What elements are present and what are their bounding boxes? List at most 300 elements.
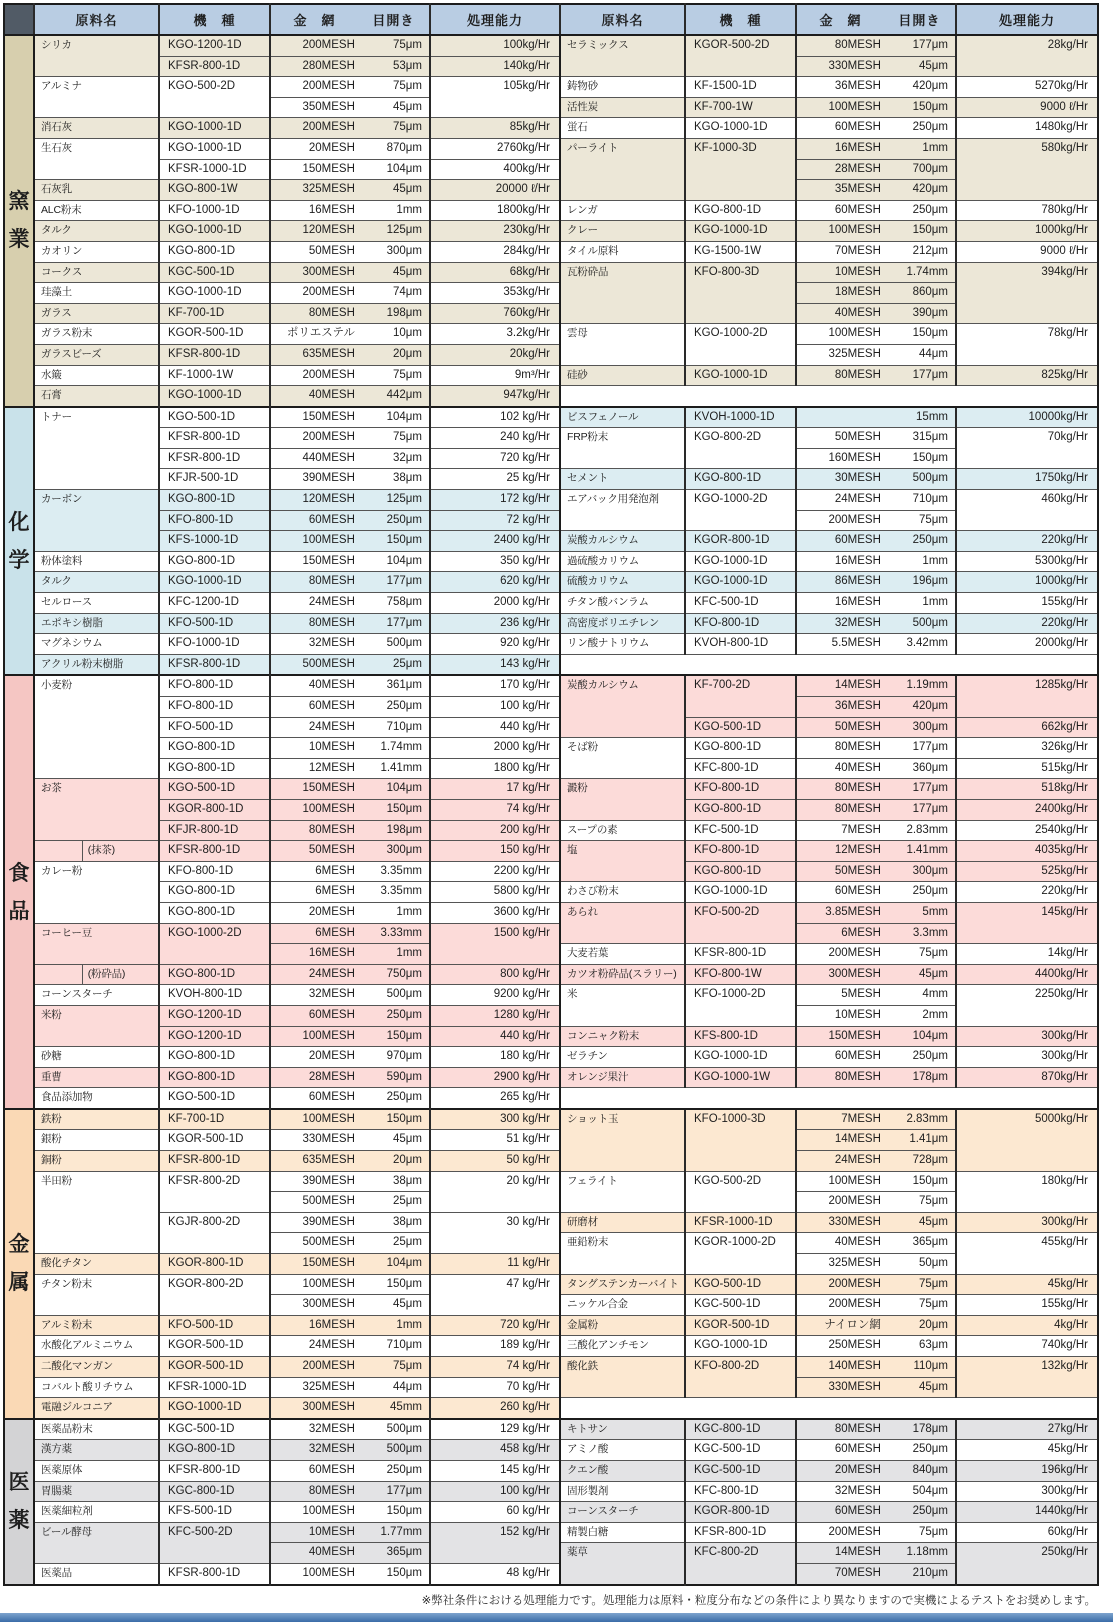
opening-value: 32μm	[392, 451, 422, 464]
opening-value: 150μm	[386, 1566, 422, 1579]
model-cell: KGO-800-1D	[159, 738, 270, 759]
opening-value: 15mm	[916, 410, 948, 423]
capacity-cell: 1800kg/Hr	[430, 200, 560, 221]
mesh-value: 160MESH	[828, 451, 881, 464]
table-row	[4, 241, 1098, 262]
mesh-opening-cell	[796, 1151, 956, 1172]
mesh-value: 200MESH	[828, 1298, 881, 1311]
capacity-cell: 460kg/Hr	[956, 490, 1098, 531]
mesh-opening-cell	[270, 221, 430, 242]
model-cell: KGO-1000-1D	[685, 551, 796, 572]
mesh-opening-cell	[796, 1315, 956, 1336]
mesh-opening-cell	[270, 1419, 430, 1440]
mesh-value: 28MESH	[834, 162, 881, 175]
mesh-value: 32MESH	[834, 1484, 881, 1497]
table-row	[4, 1440, 1098, 1461]
model-cell: KF-700-1W	[685, 97, 796, 118]
model-cell: KFO-500-2D	[685, 902, 796, 943]
model-cell: KGO-800-1D	[159, 551, 270, 572]
model-cell: KGO-800-1D	[159, 902, 270, 923]
capacity-cell: 3.2kg/Hr	[430, 324, 560, 345]
table-row	[4, 1315, 1098, 1336]
capacity-cell: 326kg/Hr	[956, 738, 1098, 759]
mesh-value: 14MESH	[834, 679, 881, 692]
capacity-cell: 4035kg/Hr	[956, 841, 1098, 862]
model-cell: KF-1500-1D	[685, 77, 796, 98]
table-row	[4, 985, 1098, 1006]
section-label-pharma	[4, 1419, 34, 1585]
mesh-value: 32MESH	[308, 1422, 355, 1435]
mesh-opening-cell	[270, 97, 430, 118]
model-cell: KGO-1000-1D	[159, 1398, 270, 1419]
material-cell: 精製白糖	[560, 1522, 685, 1543]
opening-value: 75μm	[392, 39, 422, 51]
mesh-value: 200MESH	[302, 368, 355, 381]
mesh-opening-cell	[270, 1005, 430, 1026]
mesh-opening-cell	[270, 1192, 430, 1213]
mesh-value: 40MESH	[308, 679, 355, 692]
material-cell: 水酸化アルミニウム	[34, 1336, 159, 1357]
capacity-cell: 60 kg/Hr	[430, 1502, 560, 1523]
material-cell: タルク	[34, 572, 159, 593]
mesh-value: 325MESH	[302, 183, 355, 196]
mesh-value: 150MESH	[302, 1257, 355, 1270]
mesh-opening-cell	[796, 365, 956, 386]
mesh-opening-cell	[270, 964, 430, 985]
opening-value: 250μm	[912, 1505, 948, 1518]
mesh-value: 80MESH	[308, 1484, 355, 1497]
mesh-value: 140MESH	[828, 1360, 881, 1372]
empty-row-cell	[560, 386, 1098, 407]
model-cell: KFO-500-1D	[159, 613, 270, 634]
material-cell: フェライト	[560, 1171, 685, 1212]
mesh-opening-cell	[270, 572, 430, 593]
capacity-cell: 662kg/Hr	[956, 717, 1098, 738]
mesh-value: 36MESH	[834, 80, 881, 93]
model-cell: KGO-1200-1D	[159, 1005, 270, 1026]
opening-value: 25μm	[392, 1236, 422, 1249]
material-cell: セラミックス	[560, 35, 685, 77]
material-cell: レンガ	[560, 200, 685, 221]
opening-value: 758μm	[386, 596, 422, 609]
mesh-opening-cell	[796, 1233, 956, 1254]
mesh-opening-cell	[270, 1502, 430, 1523]
material-cell: 酸化鉄	[560, 1357, 685, 1398]
table-row	[4, 221, 1098, 242]
mesh-opening-cell	[270, 138, 430, 159]
mesh-opening-cell	[270, 944, 430, 965]
model-cell: KFSR-1000-1D	[159, 1377, 270, 1398]
model-cell: KFO-1000-1D	[159, 634, 270, 655]
material-cell: 医薬細粒剤	[34, 1502, 159, 1523]
capacity-cell: 45kg/Hr	[956, 1440, 1098, 1461]
material-cell: 漢方薬	[34, 1440, 159, 1461]
model-cell: KGO-1000-1D	[159, 386, 270, 407]
material-cell: クレー	[560, 221, 685, 242]
material-cell: 炭酸カルシウム	[560, 531, 685, 552]
opening-value: 75μm	[392, 368, 422, 381]
model-cell: KFO-800-1D	[685, 613, 796, 634]
mesh-value: 500MESH	[302, 1236, 355, 1249]
mesh-opening-cell	[270, 1440, 430, 1461]
header-model-right: 機 種	[685, 4, 796, 35]
capacity-cell: 920 kg/Hr	[430, 634, 560, 655]
capacity-cell: 140kg/Hr	[430, 56, 560, 77]
mesh-value: 440MESH	[302, 451, 355, 464]
mesh-value: 80MESH	[308, 575, 355, 588]
mesh-value: 36MESH	[834, 700, 881, 712]
opening-value: 750μm	[386, 967, 422, 980]
table-row	[4, 717, 1098, 738]
material-cell: 銅粉	[34, 1151, 159, 1172]
model-cell: KGOR-1000-2D	[685, 1233, 796, 1274]
capacity-cell: 740kg/Hr	[956, 1336, 1098, 1357]
opening-value: 500μm	[912, 472, 948, 485]
capacity-cell: 25 kg/Hr	[430, 469, 560, 490]
capacity-cell: 30 kg/Hr	[430, 1212, 560, 1253]
model-cell: KGO-1200-1D	[159, 35, 270, 56]
capacity-cell: 9000 ℓ/Hr	[956, 97, 1098, 118]
model-cell: KGO-800-1D	[159, 1047, 270, 1068]
mesh-value: 150MESH	[302, 162, 355, 175]
material-cell: アルミ粉末	[34, 1315, 159, 1336]
opening-value: 125μm	[386, 224, 422, 237]
table-row	[4, 923, 1098, 944]
opening-value: 45μm	[392, 100, 422, 113]
capacity-cell: 284kg/Hr	[430, 241, 560, 262]
table-row	[4, 200, 1098, 221]
capacity-cell: 152 kg/Hr	[430, 1522, 560, 1563]
mesh-opening-cell	[270, 841, 430, 862]
model-cell: KGO-500-1D	[685, 1274, 796, 1295]
model-cell: KVOH-800-1D	[159, 985, 270, 1006]
table-row	[4, 964, 1098, 985]
mesh-value	[797, 408, 884, 428]
model-cell: KGJR-800-2D	[159, 1212, 270, 1253]
model-cell: KGO-1000-1D	[685, 1336, 796, 1357]
capacity-cell: 180kg/Hr	[956, 1171, 1098, 1212]
mesh-value: 40MESH	[308, 389, 355, 402]
capacity-cell: 518kg/Hr	[956, 779, 1098, 800]
mesh-value: 60MESH	[308, 513, 355, 526]
capacity-cell: 150 kg/Hr	[430, 841, 560, 862]
section-label-char: 業	[8, 228, 30, 252]
model-cell: KGO-800-1D	[159, 964, 270, 985]
mesh-value: 50MESH	[834, 864, 881, 877]
mesh-value: 100MESH	[302, 1505, 355, 1518]
material-cell: チタン酸バンラム	[560, 593, 685, 614]
mesh-value: 6MESH	[841, 926, 881, 939]
mesh-value: 12MESH	[834, 844, 881, 857]
mesh-opening-cell	[796, 1047, 956, 1068]
mesh-opening-cell	[270, 324, 430, 345]
header-model-left: 機 種	[159, 4, 270, 35]
material-cell: ビスフェノール	[560, 407, 685, 428]
mesh-opening-cell	[270, 985, 430, 1006]
material-cell: 米	[560, 985, 685, 1026]
mesh-opening-cell	[796, 344, 956, 365]
model-cell: KGO-800-1W	[159, 180, 270, 201]
material-cell: ガラス粉末	[34, 324, 159, 345]
opening-value: 50μm	[918, 1257, 948, 1270]
opening-value: 177μm	[912, 802, 948, 815]
mesh-value: 80MESH	[834, 1422, 881, 1435]
model-cell: KGO-800-1D	[159, 882, 270, 903]
capacity-cell: 458 kg/Hr	[430, 1440, 560, 1461]
mesh-value: 300MESH	[302, 1298, 355, 1311]
opening-value: 150μm	[386, 1029, 422, 1042]
mesh-opening-cell	[796, 1026, 956, 1047]
mesh-value: 80MESH	[834, 802, 881, 815]
table-row	[4, 118, 1098, 139]
opening-value: 300μm	[912, 720, 948, 733]
opening-value: 2.83mm	[906, 1112, 948, 1125]
mesh-value: 300MESH	[302, 265, 355, 278]
opening-value: 150μm	[386, 1505, 422, 1518]
opening-value: 500μm	[386, 1422, 422, 1435]
mesh-opening-cell	[270, 1233, 430, 1254]
material-sublabel: (粉砕品)	[82, 965, 158, 985]
capacity-cell: 50 kg/Hr	[430, 1151, 560, 1172]
capacity-cell: 240 kg/Hr	[430, 428, 560, 449]
capacity-cell: 20 kg/Hr	[430, 1171, 560, 1212]
mesh-opening-cell	[270, 1295, 430, 1316]
section-label-char: 学	[8, 548, 30, 572]
material-cell: コバルト酸リチウム	[34, 1377, 159, 1398]
table-row	[4, 1460, 1098, 1481]
material-cell: 亜鉛粉末	[560, 1233, 685, 1274]
model-cell: KGO-1000-1D	[685, 365, 796, 386]
model-cell: KGO-800-1D	[685, 861, 796, 882]
mesh-value: 70MESH	[834, 1566, 881, 1579]
mesh-value: 60MESH	[308, 1008, 355, 1021]
mesh-value: 16MESH	[834, 596, 881, 609]
opening-value: 45μm	[918, 59, 948, 72]
model-cell: KGO-1000-1D	[159, 118, 270, 139]
opening-value: 700μm	[912, 162, 948, 175]
opening-value: 53μm	[392, 59, 422, 72]
capacity-cell: 760kg/Hr	[430, 303, 560, 324]
model-cell: KFO-800-3D	[685, 262, 796, 324]
table-row	[4, 159, 1098, 180]
opening-value: 198μm	[386, 306, 422, 319]
mesh-opening-cell	[796, 779, 956, 800]
mesh-value: 60MESH	[834, 1050, 881, 1063]
capacity-cell: 2760kg/Hr	[430, 138, 560, 159]
model-cell: KFO-500-1D	[159, 1315, 270, 1336]
mesh-value: 120MESH	[302, 493, 355, 506]
mesh-value: 200MESH	[302, 1360, 355, 1372]
mesh-value: 100MESH	[302, 1566, 355, 1579]
mesh-opening-cell	[796, 697, 956, 718]
mesh-opening-cell	[270, 1357, 430, 1378]
material-cell: お茶	[34, 779, 159, 841]
capacity-cell: 300kg/Hr	[956, 1212, 1098, 1233]
opening-value: 177μm	[386, 575, 422, 588]
table-row	[4, 448, 1098, 469]
mesh-opening-cell	[796, 1274, 956, 1295]
material-cell	[34, 964, 159, 985]
opening-value: 104μm	[386, 782, 422, 795]
mesh-value: 24MESH	[308, 596, 355, 609]
mesh-value: 16MESH	[834, 554, 881, 567]
model-cell: KF-1000-3D	[685, 138, 796, 200]
opening-value: 150μm	[386, 534, 422, 547]
opening-value: 45μm	[918, 1215, 948, 1228]
opening-value: 75μm	[392, 1360, 422, 1372]
capacity-cell: 1440kg/Hr	[956, 1502, 1098, 1523]
opening-value: 442μm	[386, 389, 422, 402]
empty-row-cell	[560, 1398, 1098, 1419]
opening-value: 250μm	[912, 203, 948, 216]
model-cell: KGC-800-1D	[159, 1481, 270, 1502]
mesh-opening-cell	[270, 448, 430, 469]
mesh-opening-cell	[270, 1026, 430, 1047]
material-cell: キトサン	[560, 1419, 685, 1440]
capacity-cell: 51 kg/Hr	[430, 1130, 560, 1151]
material-cell: セルロース	[34, 593, 159, 614]
opening-value: 20μm	[918, 1318, 948, 1331]
mesh-opening-cell	[270, 1398, 430, 1419]
mesh-value: 32MESH	[308, 1443, 355, 1456]
capacity-cell: 2000kg/Hr	[956, 634, 1098, 655]
capacity-cell: 2200 kg/Hr	[430, 861, 560, 882]
opening-value: 75μm	[392, 80, 422, 93]
mesh-opening-cell	[270, 1543, 430, 1564]
material-cell: ビール酵母	[34, 1522, 159, 1563]
model-cell: KFC-500-1D	[685, 820, 796, 841]
table-row	[4, 386, 1098, 407]
model-cell: KGO-1000-2D	[159, 923, 270, 964]
model-cell: KFO-800-1D	[159, 697, 270, 718]
material-cell: スープの素	[560, 820, 685, 841]
material-cell: 鉄粉	[34, 1109, 159, 1130]
capacity-cell: 20000 ℓ/Hr	[430, 180, 560, 201]
mesh-opening-cell	[796, 1563, 956, 1584]
mesh-value: 30MESH	[834, 472, 881, 485]
model-cell: KGO-800-1D	[685, 200, 796, 221]
mesh-opening-cell	[270, 386, 430, 407]
mesh-opening-cell	[270, 654, 430, 675]
capacity-cell: 3600 kg/Hr	[430, 902, 560, 923]
capacity-cell: 620 kg/Hr	[430, 572, 560, 593]
mesh-value: 80MESH	[834, 39, 881, 51]
opening-value: 75μm	[918, 513, 948, 526]
opening-value: 45μm	[392, 183, 422, 196]
capacity-cell: 4400kg/Hr	[956, 964, 1098, 985]
opening-value: 250μm	[912, 885, 948, 898]
opening-value: 860μm	[912, 286, 948, 299]
model-cell: KFO-800-2D	[685, 1357, 796, 1398]
capacity-table	[3, 3, 1099, 1586]
mesh-opening-cell	[796, 1419, 956, 1440]
capacity-cell: 4kg/Hr	[956, 1315, 1098, 1336]
mesh-opening-cell	[796, 1377, 956, 1398]
mesh-value: 16MESH	[834, 141, 881, 154]
mesh-opening-cell	[270, 1047, 430, 1068]
mesh-opening-cell	[270, 1336, 430, 1357]
opening-value: 300μm	[386, 244, 422, 257]
model-cell: KGO-800-1D	[159, 1440, 270, 1461]
opening-value: 250μm	[912, 121, 948, 134]
mesh-value: 80MESH	[834, 782, 881, 795]
mesh-opening-cell	[796, 283, 956, 304]
mesh-opening-cell	[270, 1563, 430, 1584]
opening-value: 250μm	[912, 534, 948, 547]
header-material-right: 原料名	[560, 4, 685, 35]
model-cell: KFSR-800-1D	[159, 654, 270, 675]
model-cell: KGOR-800-2D	[159, 1274, 270, 1315]
material-cell: ゼラチン	[560, 1047, 685, 1068]
mesh-value: 250MESH	[828, 1339, 881, 1352]
table-row	[4, 779, 1098, 800]
table-row	[4, 1274, 1098, 1295]
opening-value: 198μm	[386, 823, 422, 836]
capacity-cell: 440 kg/Hr	[430, 717, 560, 738]
bottom-accent-bar	[0, 1613, 1113, 1622]
model-cell: KFS-1000-1D	[159, 531, 270, 552]
mesh-value: 330MESH	[828, 1215, 881, 1228]
model-cell: KGO-800-1D	[159, 241, 270, 262]
model-cell: KFSR-800-1D	[685, 1522, 796, 1543]
mesh-opening-cell	[796, 1254, 956, 1275]
opening-value: 1mm	[922, 554, 948, 567]
opening-value: 504μm	[912, 1484, 948, 1497]
mesh-opening-cell	[270, 1460, 430, 1481]
mesh-value: 28MESH	[308, 1070, 355, 1083]
mesh-value: 200MESH	[828, 947, 881, 960]
mesh-opening-cell	[796, 758, 956, 779]
mesh-opening-cell	[796, 97, 956, 118]
mesh-value: 200MESH	[302, 431, 355, 444]
mesh-value: 40MESH	[834, 761, 881, 774]
mesh-value: 16MESH	[308, 947, 355, 960]
capacity-cell: 5270kg/Hr	[956, 77, 1098, 98]
mesh-opening-cell	[796, 1295, 956, 1316]
opening-value: 20μm	[392, 1154, 422, 1167]
capacity-cell: 300kg/Hr	[956, 1047, 1098, 1068]
model-cell: KGO-1000-1D	[159, 283, 270, 304]
capacity-cell: 394kg/Hr	[956, 262, 1098, 324]
mesh-value: 20MESH	[308, 905, 355, 918]
material-cell: 珪藻土	[34, 283, 159, 304]
mesh-opening-cell	[796, 118, 956, 139]
mesh-value: 20MESH	[308, 141, 355, 154]
model-cell: KFC-500-1D	[685, 593, 796, 614]
material-cell: 過硫酸カリウム	[560, 551, 685, 572]
model-cell: KGOR-800-1D	[685, 1502, 796, 1523]
material-cell: 生石灰	[34, 138, 159, 179]
opening-value: 870μm	[386, 141, 422, 154]
model-cell: KGO-1000-1D	[159, 572, 270, 593]
capacity-cell: 2000 kg/Hr	[430, 593, 560, 614]
mesh-value: 24MESH	[308, 720, 355, 733]
mesh-value: 150MESH	[302, 410, 355, 423]
mesh-value: 100MESH	[828, 224, 881, 237]
model-cell: KFSR-800-1D	[159, 1460, 270, 1481]
mesh-value: 330MESH	[302, 1133, 355, 1146]
model-cell: KG-1500-1W	[685, 241, 796, 262]
header-mesh-right	[796, 4, 956, 35]
capacity-cell: 5300kg/Hr	[956, 551, 1098, 572]
mesh-opening-cell	[796, 531, 956, 552]
opening-value: 1mm	[922, 141, 948, 154]
table-row	[4, 613, 1098, 634]
opening-value: 178μm	[912, 1422, 948, 1435]
opening-value: 1mm	[396, 947, 422, 960]
mesh-value: 7MESH	[841, 823, 881, 836]
table-row	[4, 675, 1098, 696]
